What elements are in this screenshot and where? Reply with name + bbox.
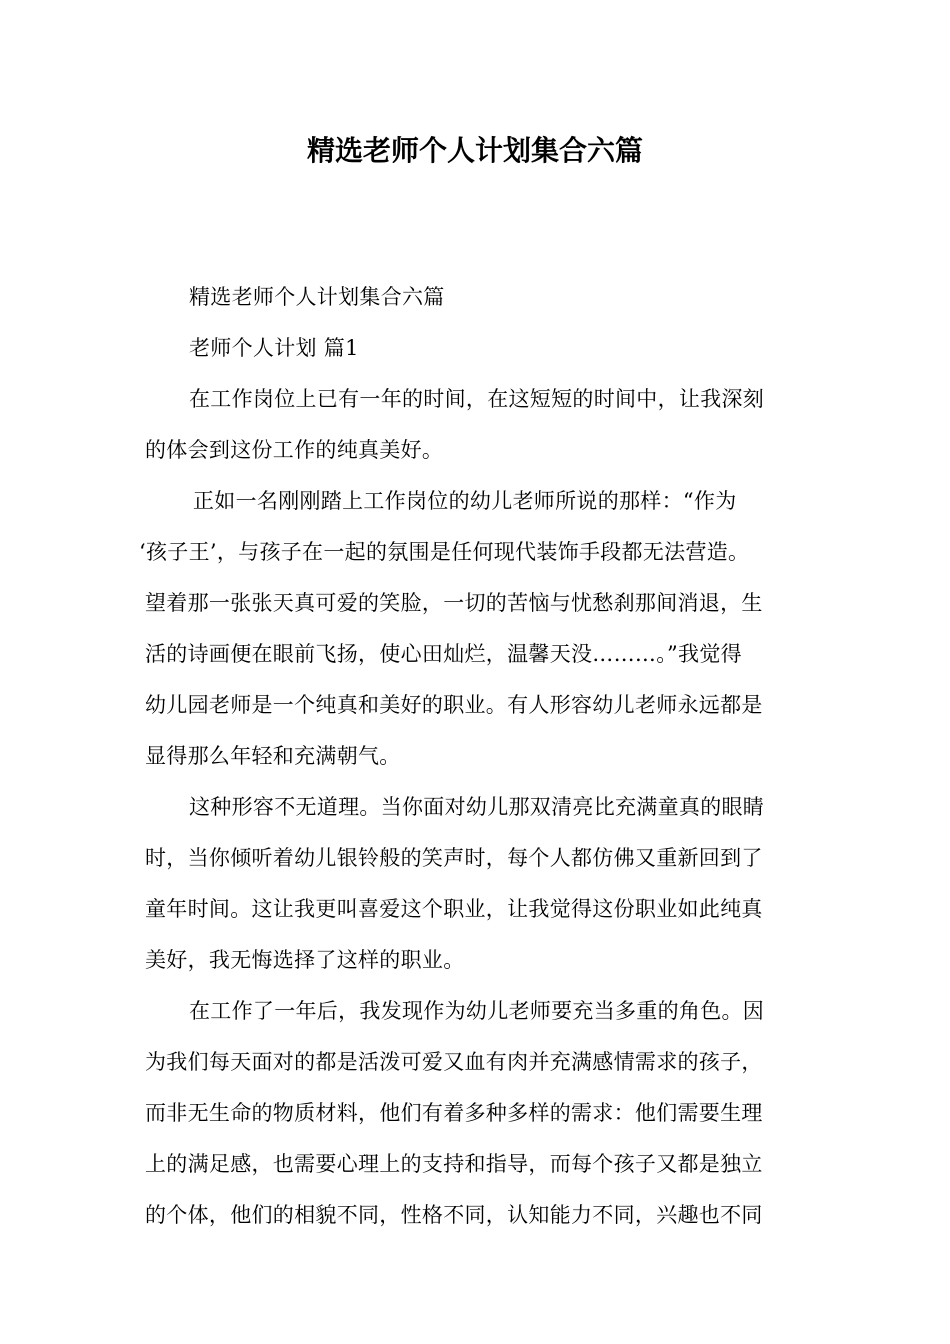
paragraph-line: 在工作了一年后，我发现作为幼儿老师要充当多重的角色。因	[189, 999, 765, 1023]
paragraph-line: 这种形容不无道理。当你面对幼儿那双清亮比充满童真的眼睛	[189, 795, 765, 819]
paragraph-line: 望着那一张张天真可爱的笑脸，一切的苦恼与忧愁刹那间消退，生	[145, 591, 763, 615]
paragraph-line: 正如一名刚刚踏上工作岗位的幼儿老师所说的那样：“作为	[193, 489, 737, 513]
paragraph-line: 的体会到这份工作的纯真美好。	[145, 438, 444, 462]
paragraph-line: 活的诗画便在眼前飞扬，使心田灿烂，温馨天没………。”我觉得	[145, 642, 742, 666]
paragraph-line: 美好，我无悔选择了这样的职业。	[145, 948, 465, 972]
document-title: 精选老师个人计划集合六篇	[306, 134, 643, 167]
paragraph-line: 显得那么年轻和充满朝气。	[145, 744, 401, 768]
paragraph-line: 的个体，他们的相貌不同，性格不同，认知能力不同，兴趣也不同	[145, 1203, 763, 1227]
paragraph-line: 上的满足感，也需要心理上的支持和指导，而每个孩子又都是独立	[145, 1152, 763, 1176]
subtitle-line: 精选老师个人计划集合六篇	[189, 285, 445, 309]
section-heading: 老师个人计划 篇1	[189, 336, 359, 360]
paragraph-line: 为我们每天面对的都是活泼可爱又血有肉并充满感情需求的孩子，	[145, 1050, 763, 1074]
document-body	[139, 284, 805, 1253]
paragraph-line: 而非无生命的物质材料，他们有着多种多样的需求：他们需要生理	[145, 1101, 763, 1125]
paragraph-line: 时，当你倾听着幼儿银铃般的笑声时，每个人都仿佛又重新回到了	[145, 846, 763, 870]
paragraph-line: ‘孩子王’，与孩子在一起的氛围是任何现代装饰手段都无法营造。	[139, 540, 750, 564]
paragraph-line: 童年时间。这让我更叫喜爱这个职业，让我觉得这份职业如此纯真	[145, 897, 763, 921]
paragraph-line: 幼儿园老师是一个纯真和美好的职业。有人形容幼儿老师永远都是	[145, 693, 763, 717]
paragraph-line: 在工作岗位上已有一年的时间，在这短短的时间中，让我深刻	[189, 387, 765, 411]
